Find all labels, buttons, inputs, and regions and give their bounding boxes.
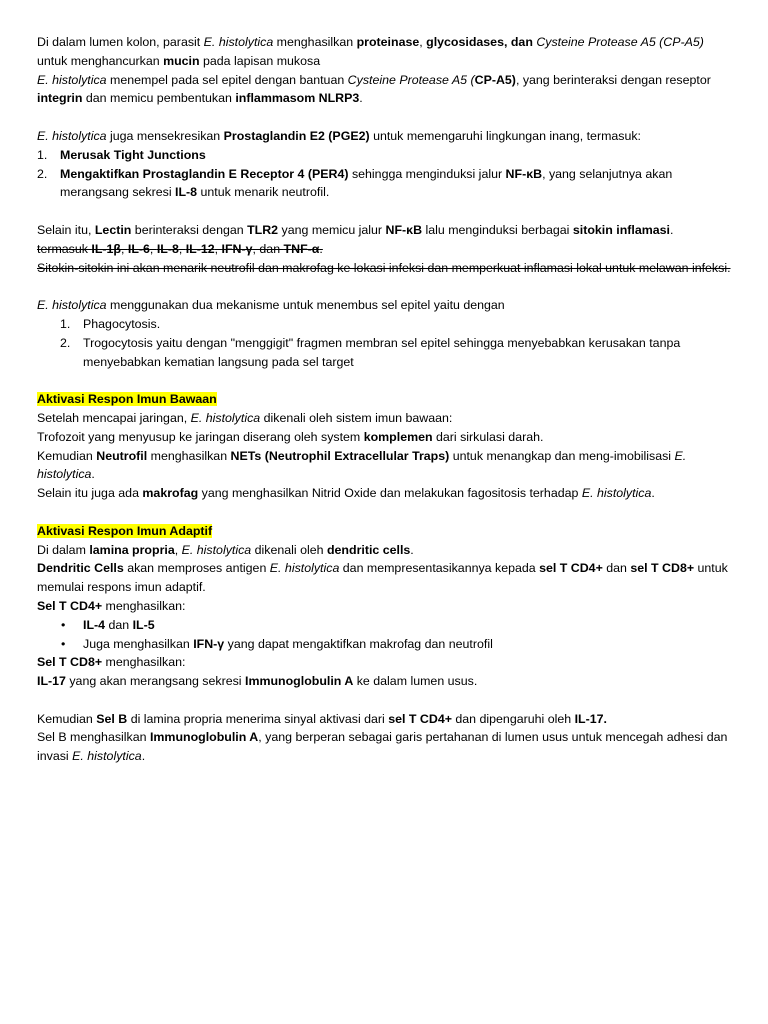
text: menghasilkan:: [102, 655, 186, 670]
text: juga mensekresikan: [106, 128, 224, 143]
text: dikenali oleh: [251, 542, 327, 557]
term-cp-a5: Cysteine Protease A5 (CP-A5): [536, 35, 704, 49]
list-number: 1.: [60, 316, 71, 331]
text: Di dalam lumen kolon, parasit: [37, 35, 204, 49]
species-name: E. histolytica: [190, 410, 261, 425]
paragraph-il17: [37, 672, 737, 691]
term-cd8: sel T CD8+: [630, 561, 695, 576]
term-proteinase: proteinase: [356, 35, 420, 49]
term-tlr2: TLR2: [247, 222, 279, 237]
blank-line: [37, 691, 737, 710]
paragraph-antigen-presentation: [37, 559, 737, 597]
heading-innate-immunity: [37, 390, 737, 409]
text: Selain itu,: [37, 222, 95, 237]
blank-line: [37, 108, 737, 127]
list-number: 2.: [37, 166, 48, 181]
text: dan dipengaruhi oleh: [451, 711, 575, 726]
term-cd4: sel T CD4+: [388, 711, 452, 726]
paragraph-b-cell-activation: [37, 710, 737, 729]
species-name: E. histolytica: [37, 448, 687, 482]
struck-paragraph-cytokine-effect: Sitokin-sitokin ini akan menarik neutrofil dan makrofag ke lokasi infeksi dan memperkuat inflamasi lokal untuk melawan infeksi.: [37, 260, 731, 275]
paragraph-macrophage: [37, 484, 737, 503]
paragraph-adhesion: [37, 71, 737, 109]
text: pada lapisan mukosa: [199, 53, 321, 68]
text: menempel pada sel epitel dengan bantuan: [106, 72, 348, 87]
term-komplemen: komplemen: [363, 429, 433, 444]
paragraph-pge2: [37, 127, 737, 146]
numbered-list-invasion-mechanisms: [37, 315, 737, 371]
bullet: •: [61, 617, 66, 632]
text: , yang berinteraksi dengan reseptor: [515, 72, 711, 87]
text: dan: [105, 617, 133, 632]
text: di lamina propria menerima sinyal aktivasi dari: [127, 711, 389, 726]
term-sitokin: sitokin inflamasi: [572, 222, 670, 237]
text: Selain itu juga ada: [37, 486, 143, 501]
term-il5: IL-5: [132, 617, 155, 632]
blank-line: [37, 503, 737, 522]
paragraph-cd8-produces: [37, 653, 737, 672]
text: dikenali oleh sistem imun bawaan:: [260, 410, 453, 425]
text: termasuk: [37, 241, 92, 256]
text: ,: [121, 241, 128, 256]
term-dendritic-cells: dendritic cells: [326, 542, 411, 557]
text: untuk memengaruhi lingkungan inang, termasuk:: [369, 128, 642, 143]
term-tnfa: TNF-α: [283, 241, 320, 256]
text: untuk menangkap dan meng-imobilisasi: [449, 448, 675, 463]
text: dan mempresentasikannya kepada: [339, 561, 540, 576]
text: , dan: [252, 241, 284, 256]
text: ke dalam lumen usus.: [353, 674, 478, 689]
text: Sel B menghasilkan: [37, 730, 150, 745]
term-glycosidases: glycosidases, dan: [426, 35, 533, 49]
paragraph-innate-intro: [37, 409, 737, 428]
text: .: [319, 241, 323, 256]
term-il4: IL-4: [83, 617, 106, 632]
list-number: 2.: [60, 335, 71, 350]
highlighted-heading: Aktivasi Respon Imun Bawaan: [37, 392, 217, 407]
text: menghasilkan: [273, 35, 357, 49]
term-il17: IL-17: [37, 674, 66, 689]
text: Kemudian: [37, 448, 97, 463]
bullet: •: [61, 636, 66, 651]
term-il8: IL-8: [156, 241, 179, 256]
list-item-text: Phagocytosis.: [83, 316, 161, 331]
text: dari sirkulasi darah.: [432, 429, 544, 444]
term-il1b: IL-1β: [91, 241, 121, 256]
term-neutrofil: Neutrofil: [96, 448, 148, 463]
text: untuk menghancurkan: [37, 53, 164, 68]
text: Kemudian: [37, 711, 97, 726]
term-nfkb: NF-κB: [505, 166, 543, 181]
species-name: E. histolytica: [37, 72, 107, 87]
paragraph-cd4-produces: [37, 597, 737, 616]
term-iga: Immunoglobulin A: [245, 674, 354, 689]
text: lalu menginduksi berbagai: [422, 222, 573, 237]
term-per4: Mengaktifkan Prostaglandin E Receptor 4 (PER4): [60, 166, 349, 181]
term-makrofag: makrofag: [142, 486, 199, 501]
text: .: [91, 467, 95, 482]
term-iga: Immunoglobulin A: [149, 730, 259, 745]
text: , yang berperan sebagai garis pertahanan di lumen usus untuk mencegah adhesi dan invasi: [37, 730, 728, 764]
term-sel-b: Sel B: [96, 711, 128, 726]
term-cd4: Sel T CD4+: [37, 598, 103, 613]
text: yang menghasilkan Nitrid Oxide dan melakukan fagositosis terhadap: [198, 486, 582, 501]
text: yang memicu jalur: [278, 222, 386, 237]
text: .: [359, 91, 363, 106]
text: Setelah mencapai jaringan,: [37, 410, 191, 425]
term-cd8: Sel T CD8+: [37, 655, 103, 670]
text: .: [669, 222, 674, 237]
text: yang dapat mengaktifkan makrofag dan neutrofil: [224, 636, 493, 651]
text: untuk memulai respons imun adaptif.: [37, 561, 728, 595]
term-nets: NETs (Neutrophil Extracellular Traps): [230, 448, 450, 463]
numbered-list-pge2-effects: [37, 146, 737, 202]
species-name: E. histolytica: [181, 542, 252, 557]
text: , yang selanjutnya akan merangsang sekresi: [60, 166, 673, 200]
struck-cytokine-list: [37, 240, 737, 259]
text: ,: [149, 241, 157, 256]
species-name: E. histolytica: [37, 298, 107, 313]
paragraph-complement: [37, 428, 737, 447]
list-item: [37, 315, 737, 334]
list-item-text: Merusak Tight Junctions: [60, 147, 206, 162]
text: ,: [174, 542, 182, 557]
species-name: E. histolytica: [269, 561, 340, 576]
term-integrin: integrin: [37, 91, 83, 106]
text: ,: [419, 35, 427, 49]
term-cysteine-protease: Cysteine Protease A5 (: [347, 72, 475, 87]
term-mucin: mucin: [163, 53, 200, 68]
term-cp-a5: CP-A5): [474, 72, 516, 87]
term-il8: IL-8: [175, 185, 198, 200]
blank-line: [37, 202, 737, 221]
term-lamina-propria: lamina propria: [89, 542, 175, 557]
blank-line: [37, 277, 737, 296]
species-name: E. histolytica: [203, 35, 274, 49]
text: untuk menarik neutrofil.: [197, 185, 330, 200]
term-il12: IL-12: [185, 241, 215, 256]
paragraph-lumen-kolon: [37, 33, 737, 71]
term-dendritic-cells: Dendritic Cells: [37, 561, 124, 576]
text: berinteraksi dengan: [131, 222, 248, 237]
paragraph-invasion: [37, 296, 737, 315]
species-name: E. histolytica: [37, 128, 107, 143]
text: ,: [214, 241, 222, 256]
text: menggunakan dua mekanisme untuk menembus sel epitel yaitu dengan: [106, 298, 505, 313]
term-nfkb: NF-κB: [385, 222, 423, 237]
list-item-text: Trogocytosis yaitu dengan "menggigit" fragmen membran sel epitel sehingga menyebabkan kerusakan tanpa menyebabkan kematian langsung pada sel target: [83, 335, 681, 369]
text: .: [651, 486, 655, 501]
text: .: [141, 749, 146, 764]
term-cd4: sel T CD4+: [539, 561, 603, 576]
text: menghasilkan: [147, 448, 231, 463]
document-body: [37, 33, 737, 766]
paragraph-neutrophil: [37, 447, 737, 485]
text: sehingga menginduksi jalur: [348, 166, 506, 181]
heading-adaptive-immunity: [37, 522, 737, 541]
blank-line: [37, 371, 737, 390]
list-item: [37, 635, 737, 654]
list-item: [37, 616, 737, 635]
list-item: [37, 334, 737, 372]
term-il6: IL-6: [127, 241, 150, 256]
text: .: [410, 542, 414, 557]
text: Juga menghasilkan: [83, 636, 194, 651]
text: Trofozoit yang menyusup ke jaringan diserang oleh system: [37, 429, 364, 444]
list-item: [37, 146, 737, 165]
list-item: [37, 165, 737, 203]
text: ,: [178, 241, 186, 256]
text: yang akan merangsang sekresi: [65, 674, 245, 689]
paragraph-lamina-propria: [37, 541, 737, 560]
paragraph-iga: [37, 728, 737, 766]
text: Di dalam: [37, 542, 90, 557]
species-name: E. histolytica: [72, 749, 142, 764]
term-lectin: Lectin: [94, 222, 132, 237]
paragraph-lectin: [37, 221, 737, 240]
text: dan memicu pembentukan: [82, 91, 236, 106]
highlighted-heading: Aktivasi Respon Imun Adaptif: [37, 523, 213, 538]
list-number: 1.: [37, 147, 48, 162]
term-ifng: IFN-γ: [221, 241, 253, 256]
term-ifng: IFN-γ: [193, 636, 225, 651]
text: dan: [602, 561, 631, 576]
bullet-list-cd4-products: [37, 616, 737, 654]
text: akan memproses antigen: [123, 561, 270, 576]
text: menghasilkan:: [102, 598, 186, 613]
term-il17: IL-17.: [574, 711, 607, 726]
term-pge2: Prostaglandin E2 (PGE2): [223, 128, 370, 143]
species-name: E. histolytica: [581, 486, 652, 501]
term-nlrp3: inflammasom NLRP3: [235, 91, 360, 106]
